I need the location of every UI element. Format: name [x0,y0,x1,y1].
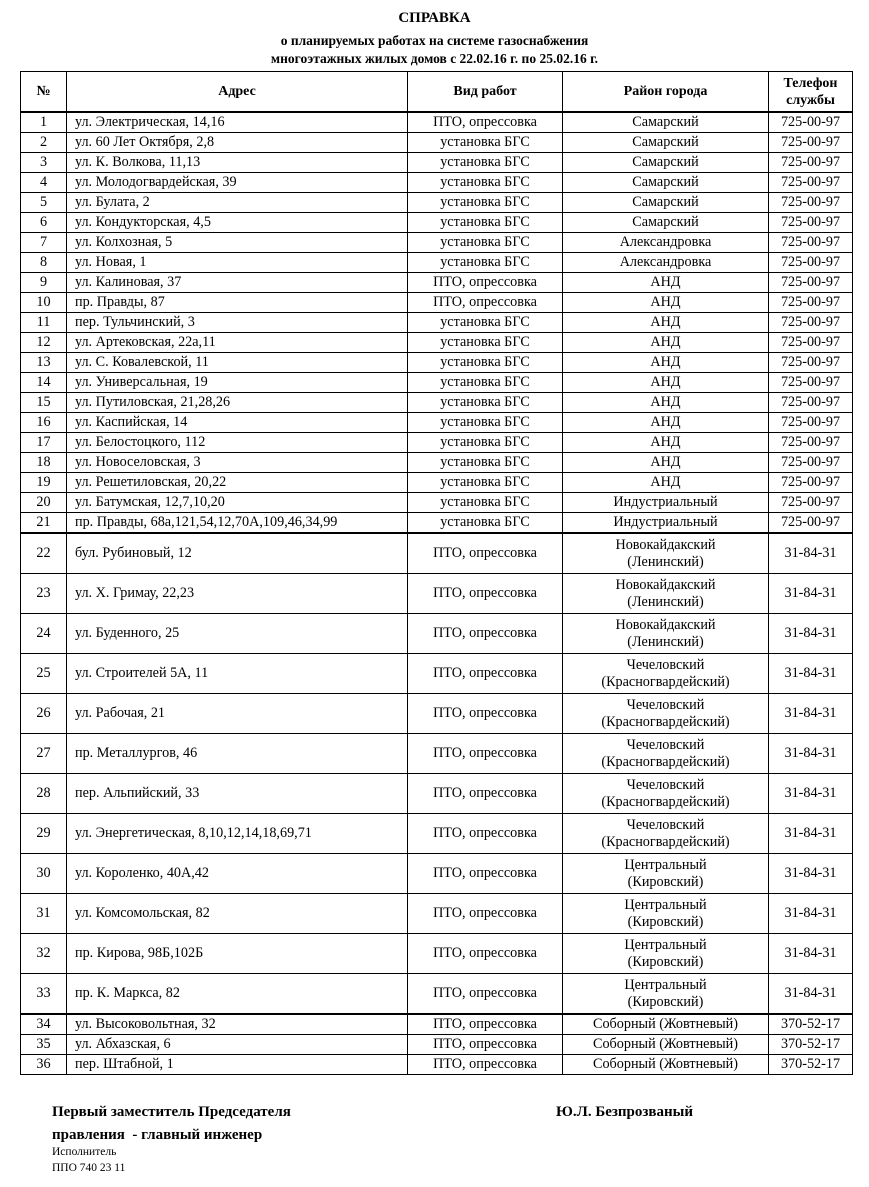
table-row [21,694,853,734]
row-address: ул. Новоселовская, 3 [67,453,408,473]
row-district [563,774,769,814]
row-address: ул. Булата, 2 [67,193,408,213]
executor-phone: ППО 740 23 11 [52,1162,126,1174]
row-work-type: ПТО, опрессовка [408,1035,563,1055]
table-row [21,533,853,574]
row-address: ул. Колхозная, 5 [67,233,408,253]
row-phone: 31-84-31 [769,614,853,654]
row-phone: 31-84-31 [769,734,853,774]
row-address: ул. Абхазская, 6 [67,1035,408,1055]
column-header-district: Район города [563,72,769,113]
row-district: АНД [563,333,769,353]
row-phone: 725-00-97 [769,293,853,313]
table-row [21,473,853,493]
row-district [563,533,769,574]
row-district [563,934,769,974]
row-number: 2 [21,133,67,153]
row-number: 10 [21,293,67,313]
table-row [21,233,853,253]
row-phone: 370-52-17 [769,1035,853,1055]
row-district-name: Центральный [624,896,707,913]
table-row [21,734,853,774]
row-phone: 725-00-97 [769,233,853,253]
row-address: ул. Энергетическая, 8,10,12,14,18,69,71 [67,814,408,854]
row-district: АНД [563,353,769,373]
table-row [21,313,853,333]
row-district-former-name: (Красногвардейский) [601,833,730,850]
column-header-work-type: Вид работ [408,72,563,113]
row-district: Соборный (Жовтневый) [563,1035,769,1055]
row-district: Индустриальный [563,513,769,534]
works-table [20,71,853,1075]
table-row [21,1035,853,1055]
row-address: ул. Короленко, 40А,42 [67,854,408,894]
row-phone: 31-84-31 [769,974,853,1015]
table-row [21,614,853,654]
row-work-type: установка БГС [408,513,563,534]
row-work-type: установка БГС [408,373,563,393]
row-work-type: установка БГС [408,333,563,353]
row-address: ул. Новая, 1 [67,253,408,273]
row-phone: 725-00-97 [769,253,853,273]
row-work-type: установка БГС [408,233,563,253]
column-header-address: Адрес [67,72,408,113]
row-address: ул. Решетиловская, 20,22 [67,473,408,493]
row-number: 7 [21,233,67,253]
row-district-name: Чечеловский [626,816,705,833]
row-work-type: установка БГС [408,253,563,273]
row-district-former-name: (Ленинский) [627,593,704,610]
row-district: АНД [563,453,769,473]
row-work-type: установка БГС [408,213,563,233]
row-number: 11 [21,313,67,333]
row-phone: 725-00-97 [769,333,853,353]
row-address: ул. К. Волкова, 11,13 [67,153,408,173]
row-district-former-name: (Ленинский) [627,553,704,570]
table-row [21,493,853,513]
row-phone: 725-00-97 [769,213,853,233]
row-number: 24 [21,614,67,654]
row-number: 5 [21,193,67,213]
document-subtitle-line1: о планируемых работах на системе газоснабжения [280,33,589,48]
table-row [21,373,853,393]
row-district: Соборный (Жовтневый) [563,1014,769,1035]
row-district: Соборный (Жовтневый) [563,1055,769,1075]
row-district: Александровка [563,253,769,273]
row-number: 27 [21,734,67,774]
row-number: 25 [21,654,67,694]
row-address: ул. Рабочая, 21 [67,694,408,734]
row-number: 1 [21,112,67,133]
row-district-former-name: (Кировский) [627,913,704,930]
row-phone: 725-00-97 [769,413,853,433]
row-work-type: ПТО, опрессовка [408,1014,563,1035]
table-row [21,193,853,213]
row-work-type: ПТО, опрессовка [408,654,563,694]
row-address: ул. Универсальная, 19 [67,373,408,393]
row-district-former-name: (Красногвардейский) [601,673,730,690]
row-district [563,974,769,1015]
row-work-type: установка БГС [408,353,563,373]
table-row [21,453,853,473]
row-phone: 725-00-97 [769,313,853,333]
row-work-type: установка БГС [408,473,563,493]
table-row [21,213,853,233]
row-work-type: ПТО, опрессовка [408,273,563,293]
row-work-type: установка БГС [408,133,563,153]
row-number: 31 [21,894,67,934]
table-row [21,1055,853,1075]
row-phone: 725-00-97 [769,433,853,453]
row-number: 21 [21,513,67,534]
row-district-name: Чечеловский [626,776,705,793]
table-row [21,333,853,353]
row-address: ул. Молодогвардейская, 39 [67,173,408,193]
row-number: 3 [21,153,67,173]
row-phone: 31-84-31 [769,894,853,934]
row-number: 33 [21,974,67,1015]
row-district [563,694,769,734]
row-work-type: ПТО, опрессовка [408,894,563,934]
row-work-type: установка БГС [408,193,563,213]
table-row [21,894,853,934]
row-number: 32 [21,934,67,974]
row-work-type: установка БГС [408,393,563,413]
row-district: Самарский [563,193,769,213]
row-district [563,614,769,654]
table-row [21,814,853,854]
row-phone: 725-00-97 [769,173,853,193]
row-phone: 725-00-97 [769,273,853,293]
row-district: АНД [563,373,769,393]
row-address: пер. Штабной, 1 [67,1055,408,1075]
row-address: ул. 60 Лет Октября, 2,8 [67,133,408,153]
row-address: пер. Альпийский, 33 [67,774,408,814]
row-district: АНД [563,273,769,293]
row-phone: 725-00-97 [769,133,853,153]
document-title: СПРАВКА [398,10,471,26]
row-phone: 725-00-97 [769,353,853,373]
table-row [21,774,853,814]
row-address: ул. Белостоцкого, 112 [67,433,408,453]
table-row [21,153,853,173]
row-number: 13 [21,353,67,373]
row-district: АНД [563,313,769,333]
row-number: 35 [21,1035,67,1055]
row-address: ул. Каспийская, 14 [67,413,408,433]
row-number: 17 [21,433,67,453]
table-row [21,393,853,413]
row-phone: 725-00-97 [769,453,853,473]
table-row [21,934,853,974]
row-district-former-name: (Ленинский) [627,633,704,650]
row-address: ул. Электрическая, 14,16 [67,112,408,133]
row-number: 34 [21,1014,67,1035]
row-district: Индустриальный [563,493,769,513]
row-district-name: Чечеловский [626,656,705,673]
table-row [21,293,853,313]
row-phone: 725-00-97 [769,473,853,493]
row-address: ул. С. Ковалевской, 11 [67,353,408,373]
row-phone: 31-84-31 [769,854,853,894]
row-number: 23 [21,574,67,614]
row-district [563,814,769,854]
row-phone: 725-00-97 [769,193,853,213]
row-district-name: Новокайдакский [615,576,716,593]
table-row [21,112,853,133]
row-district-former-name: (Красногвардейский) [601,713,730,730]
row-number: 36 [21,1055,67,1075]
row-phone: 725-00-97 [769,393,853,413]
row-number: 6 [21,213,67,233]
row-work-type: ПТО, опрессовка [408,934,563,974]
row-phone: 31-84-31 [769,934,853,974]
row-work-type: ПТО, опрессовка [408,533,563,574]
row-number: 28 [21,774,67,814]
row-district: Самарский [563,133,769,153]
row-number: 30 [21,854,67,894]
row-number: 4 [21,173,67,193]
row-district: АНД [563,393,769,413]
row-district-name: Центральный [624,976,707,993]
table-body [21,112,853,1075]
table-row [21,854,853,894]
row-address: ул. Буденного, 25 [67,614,408,654]
row-number: 26 [21,694,67,734]
row-address: пер. Тульчинский, 3 [67,313,408,333]
row-address: ул. Строителей 5А, 11 [67,654,408,694]
row-number: 16 [21,413,67,433]
row-address: ул. Комсомольская, 82 [67,894,408,934]
row-district: Самарский [563,153,769,173]
row-district: АНД [563,413,769,433]
row-address: ул. Калиновая, 37 [67,273,408,293]
row-number: 18 [21,453,67,473]
row-district-former-name: (Кировский) [627,953,704,970]
row-phone: 31-84-31 [769,654,853,694]
row-district-name: Новокайдакский [615,616,716,633]
row-address: ул. Путиловская, 21,28,26 [67,393,408,413]
table-row [21,413,853,433]
row-address: пр. Правды, 68а,121,54,12,70А,109,46,34,99 [67,513,408,534]
row-phone: 31-84-31 [769,814,853,854]
table-row [21,253,853,273]
signer-position-line2: правления - главный инженер [52,1127,263,1143]
table-row [21,353,853,373]
row-number: 19 [21,473,67,493]
row-district-name: Чечеловский [626,696,705,713]
row-work-type: ПТО, опрессовка [408,614,563,654]
row-phone: 725-00-97 [769,513,853,534]
row-district: Самарский [563,213,769,233]
row-work-type: установка БГС [408,173,563,193]
row-number: 12 [21,333,67,353]
row-district-former-name: (Кировский) [627,993,704,1010]
row-address: бул. Рубиновый, 12 [67,533,408,574]
row-district-former-name: (Красногвардейский) [601,753,730,770]
row-work-type: ПТО, опрессовка [408,293,563,313]
row-work-type: ПТО, опрессовка [408,814,563,854]
row-district: Александровка [563,233,769,253]
row-district: АНД [563,293,769,313]
row-work-type: ПТО, опрессовка [408,574,563,614]
row-district-name: Новокайдакский [615,536,716,553]
row-work-type: ПТО, опрессовка [408,854,563,894]
row-phone: 31-84-31 [769,533,853,574]
row-address: пр. Правды, 87 [67,293,408,313]
table-row [21,433,853,453]
row-district: Самарский [563,112,769,133]
row-address: пр. К. Маркса, 82 [67,974,408,1015]
row-number: 8 [21,253,67,273]
row-work-type: установка БГС [408,493,563,513]
row-phone: 31-84-31 [769,694,853,734]
column-header-number: № [21,72,67,113]
signer-name: Ю.Л. Безпрозваный [556,1104,694,1120]
table-row [21,1014,853,1035]
row-work-type: установка БГС [408,433,563,453]
row-address: ул. Кондукторская, 4,5 [67,213,408,233]
document-subtitle-line2: многоэтажных жилых домов с 22.02.16 г. по 25.02.16 г. [270,51,599,66]
row-work-type: ПТО, опрессовка [408,694,563,734]
row-work-type: установка БГС [408,153,563,173]
row-district [563,894,769,934]
table-row [21,654,853,694]
row-work-type: ПТО, опрессовка [408,112,563,133]
row-district: АНД [563,433,769,453]
row-district [563,574,769,614]
table-row [21,173,853,193]
table-row [21,574,853,614]
row-district: Самарский [563,173,769,193]
executor-label: Исполнитель [52,1146,117,1158]
row-district-name: Центральный [624,856,707,873]
row-district [563,654,769,694]
row-number: 9 [21,273,67,293]
table-row [21,133,853,153]
row-work-type: ПТО, опрессовка [408,974,563,1015]
row-district-former-name: (Красногвардейский) [601,793,730,810]
row-address: ул. Артековская, 22а,11 [67,333,408,353]
table-header-row [21,72,853,113]
row-phone: 725-00-97 [769,493,853,513]
row-district [563,734,769,774]
row-number: 15 [21,393,67,413]
row-district-former-name: (Кировский) [627,873,704,890]
row-number: 22 [21,533,67,574]
row-address: ул. Батумская, 12,7,10,20 [67,493,408,513]
row-number: 20 [21,493,67,513]
row-address: ул. Высоковольтная, 32 [67,1014,408,1035]
row-number: 14 [21,373,67,393]
row-number: 29 [21,814,67,854]
column-header-phone: Телефон службы [769,72,853,113]
row-phone: 31-84-31 [769,574,853,614]
table-row [21,513,853,534]
row-work-type: ПТО, опрессовка [408,734,563,774]
row-phone: 725-00-97 [769,373,853,393]
row-district-name: Центральный [624,936,707,953]
row-work-type: установка БГС [408,453,563,473]
row-address: пр. Металлургов, 46 [67,734,408,774]
row-district-name: Чечеловский [626,736,705,753]
row-phone: 370-52-17 [769,1055,853,1075]
row-work-type: ПТО, опрессовка [408,774,563,814]
row-phone: 370-52-17 [769,1014,853,1035]
row-work-type: установка БГС [408,313,563,333]
signer-position-line1: Первый заместитель Председателя [52,1104,291,1120]
row-work-type: установка БГС [408,413,563,433]
table-row [21,273,853,293]
row-address: ул. Х. Гримау, 22,23 [67,574,408,614]
row-work-type: ПТО, опрессовка [408,1055,563,1075]
row-address: пр. Кирова, 98Б,102Б [67,934,408,974]
row-district: АНД [563,473,769,493]
row-district [563,854,769,894]
row-phone: 31-84-31 [769,774,853,814]
row-phone: 725-00-97 [769,153,853,173]
table-row [21,974,853,1015]
row-phone: 725-00-97 [769,112,853,133]
